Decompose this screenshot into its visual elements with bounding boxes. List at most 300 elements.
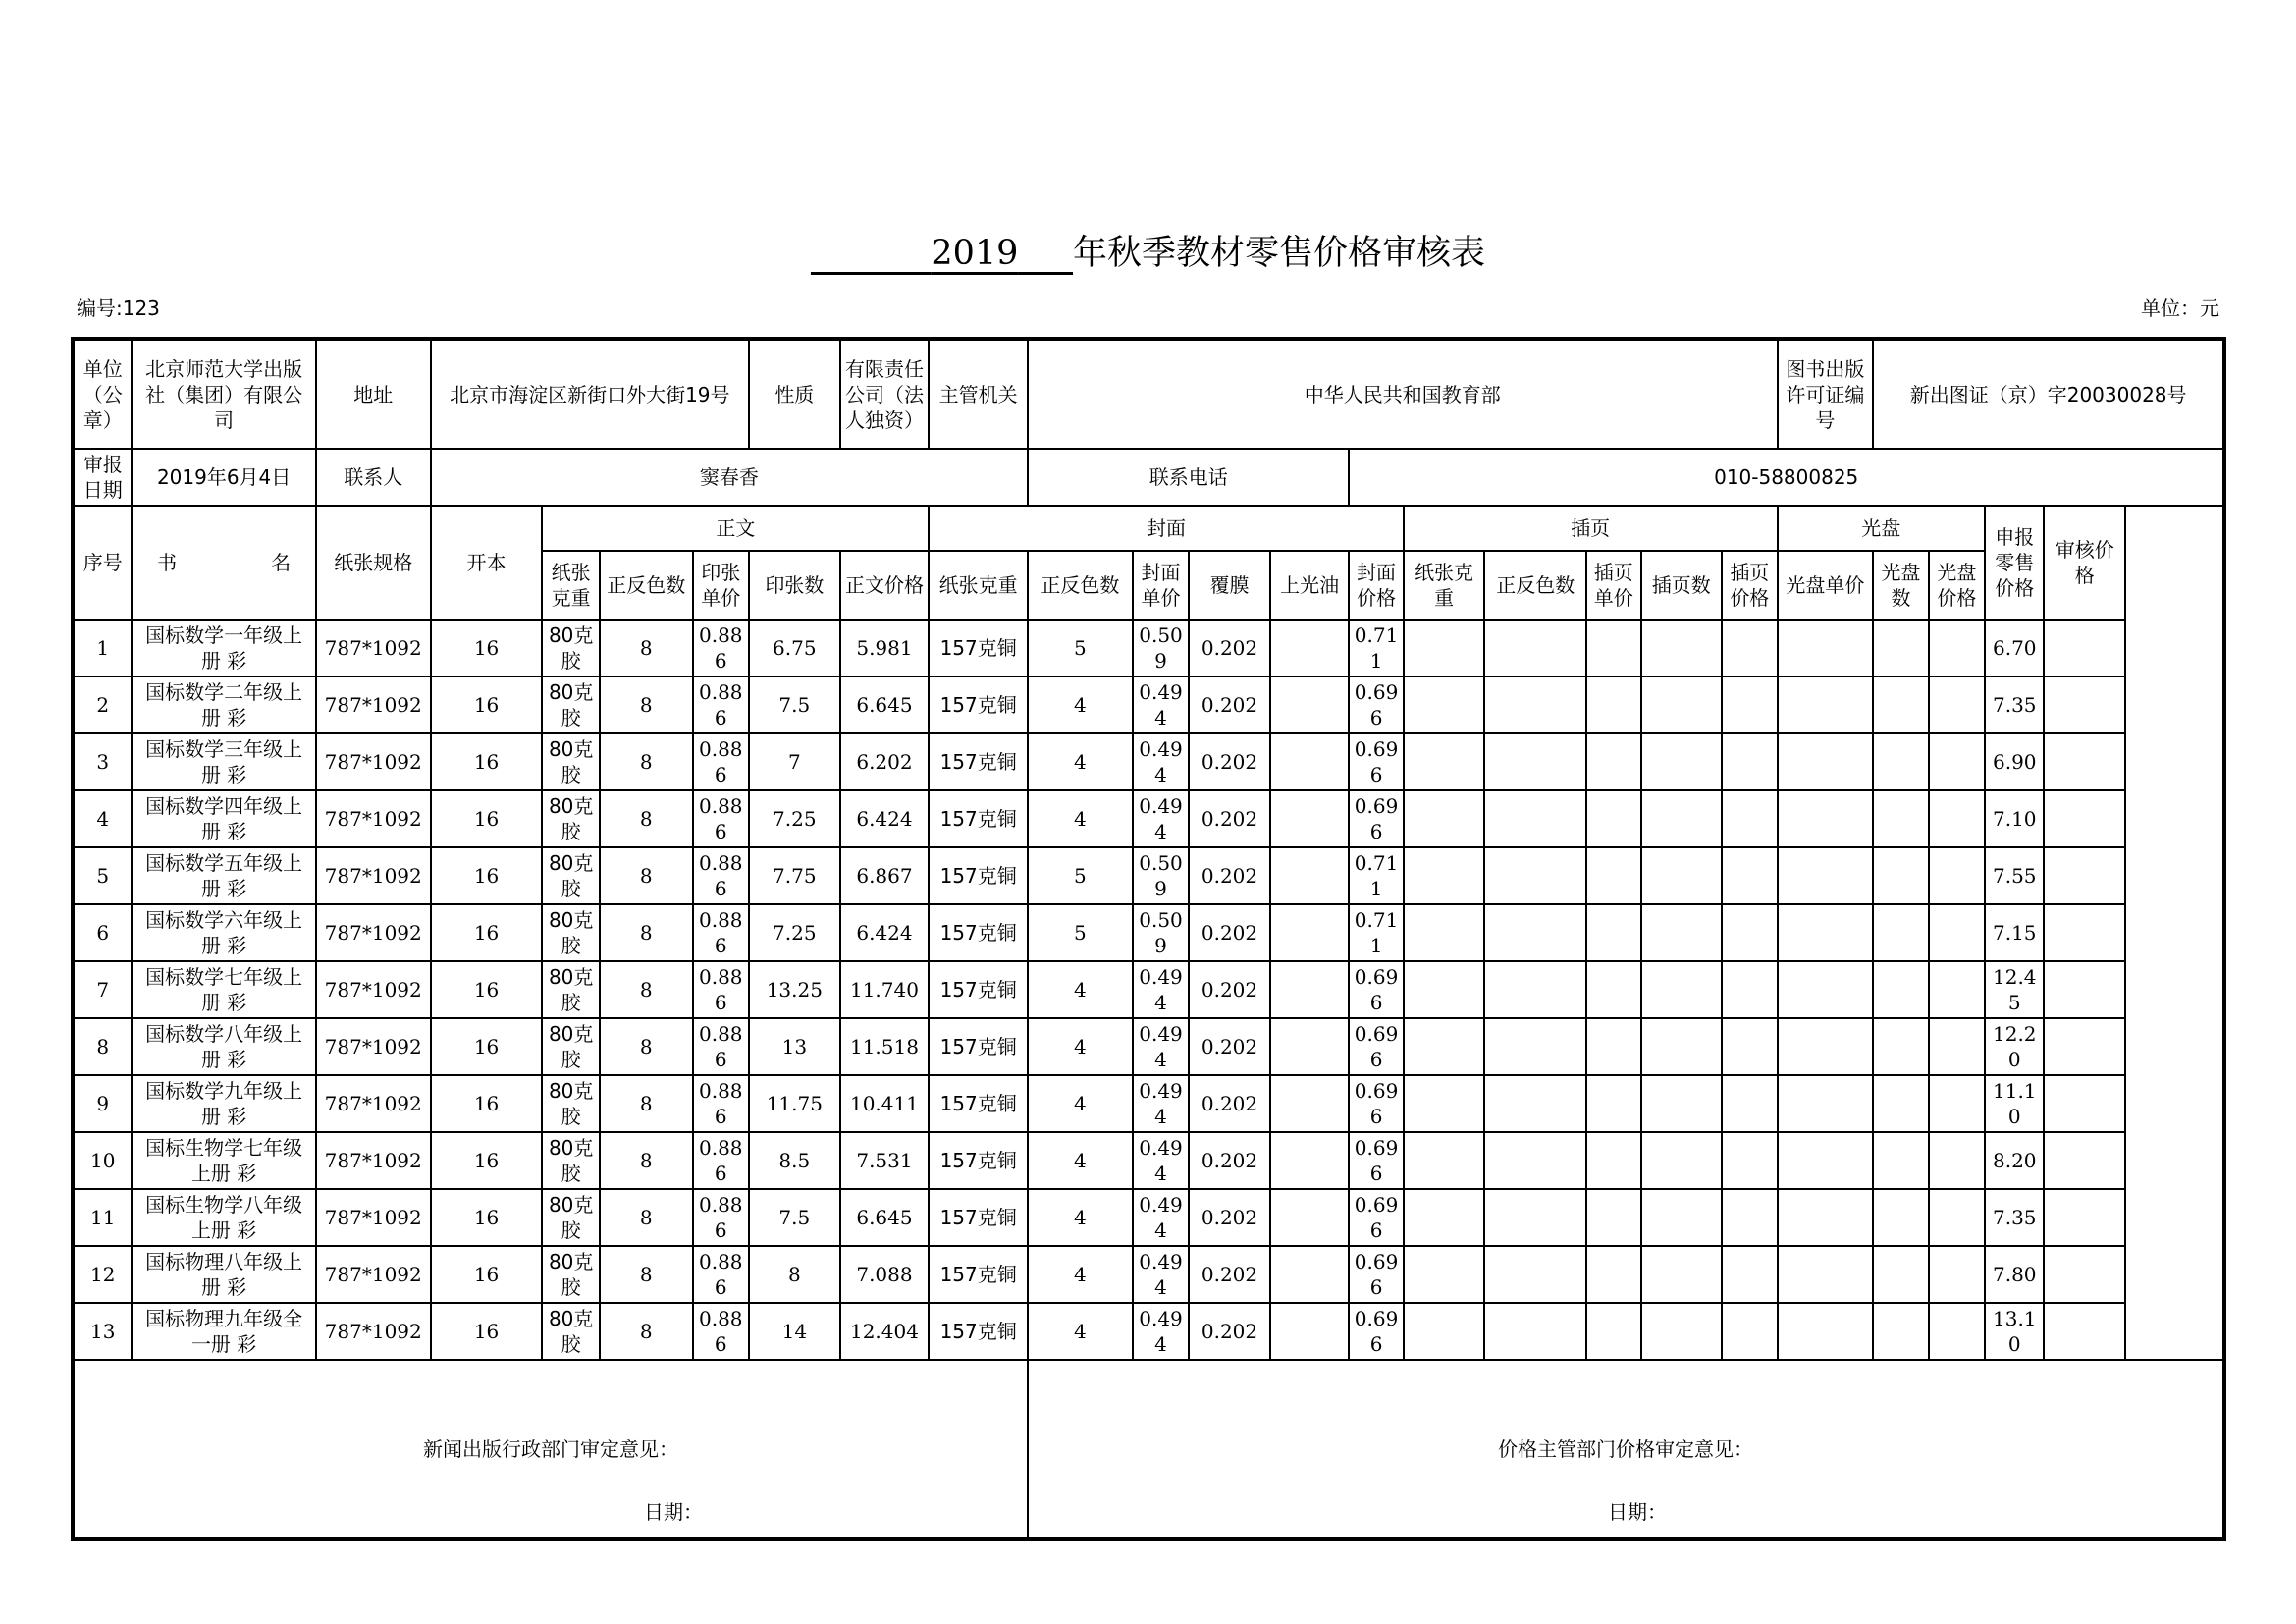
- empty-cell: [1404, 1132, 1485, 1189]
- empty-cell: [1873, 961, 1928, 1018]
- table-cell: 0.696: [1349, 733, 1403, 790]
- table-cell: 4: [1028, 1246, 1133, 1303]
- empty-cell: [1586, 961, 1640, 1018]
- empty-cell: [1722, 961, 1777, 1018]
- header-cover-col: 封面单价: [1133, 551, 1189, 620]
- table-cell: 0.696: [1349, 961, 1403, 1018]
- table-cell: 8: [73, 1018, 132, 1075]
- empty-cell: [2044, 790, 2125, 847]
- table-cell: 157克铜: [929, 1246, 1028, 1303]
- table-cell: 7.10: [1985, 790, 2044, 847]
- table-cell: [1270, 1075, 1350, 1132]
- table-cell: 8: [600, 1075, 693, 1132]
- header-text-col: 正文价格: [840, 551, 930, 620]
- table-cell: 0.494: [1133, 1303, 1189, 1360]
- unit-label: 单位（公章）: [73, 339, 132, 449]
- table-cell: 5.981: [840, 620, 930, 677]
- empty-cell: [1484, 1189, 1586, 1246]
- table-cell: 5: [1028, 847, 1133, 904]
- empty-cell: [1586, 904, 1640, 961]
- table-cell: 787*1092: [316, 904, 431, 961]
- table-cell: 4: [1028, 1018, 1133, 1075]
- table-cell: 13.25: [749, 961, 840, 1018]
- empty-cell: [1722, 847, 1777, 904]
- empty-cell: [2044, 1075, 2125, 1132]
- empty-cell: [1404, 961, 1485, 1018]
- table-cell: 787*1092: [316, 1189, 431, 1246]
- table-cell: 787*1092: [316, 961, 431, 1018]
- table-cell: 7: [73, 961, 132, 1018]
- table-cell: 8: [600, 790, 693, 847]
- table-cell: 8: [749, 1246, 840, 1303]
- table-row: [73, 790, 2224, 847]
- table-cell: 5: [73, 847, 132, 904]
- table-cell: 157克铜: [929, 790, 1028, 847]
- empty-cell: [1484, 1018, 1586, 1075]
- table-cell: 16: [431, 1132, 543, 1189]
- table-cell: 157克铜: [929, 1303, 1028, 1360]
- table-cell: 787*1092: [316, 733, 431, 790]
- empty-cell: [1929, 1075, 1985, 1132]
- table-cell: [1270, 620, 1350, 677]
- license-value: 新出图证（京）字20030028号: [1873, 339, 2224, 449]
- table-cell: 8: [600, 904, 693, 961]
- table-cell: [1270, 790, 1350, 847]
- table-cell: 157克铜: [929, 1132, 1028, 1189]
- table-cell: 0.202: [1189, 1075, 1270, 1132]
- table-cell: 0.711: [1349, 847, 1403, 904]
- empty-cell: [1404, 733, 1485, 790]
- table-cell: 16: [431, 1246, 543, 1303]
- empty-cell: [1929, 1132, 1985, 1189]
- table-cell: 157克铜: [929, 620, 1028, 677]
- empty-cell: [1722, 1132, 1777, 1189]
- table-cell: 6.645: [840, 1189, 930, 1246]
- header-cover-col: 正反色数: [1028, 551, 1133, 620]
- header-audit-price: 审核价格: [2044, 506, 2125, 620]
- table-cell: 0.886: [693, 1246, 749, 1303]
- empty-cell: [1722, 790, 1777, 847]
- book-name-cell: 国标数学四年级上册 彩: [132, 790, 315, 847]
- table-cell: 11.518: [840, 1018, 930, 1075]
- table-cell: [1270, 1189, 1350, 1246]
- empty-cell: [1929, 1303, 1985, 1360]
- table-cell: [1270, 1132, 1350, 1189]
- header-disc-col: 光盘价格: [1929, 551, 1985, 620]
- table-cell: 0.696: [1349, 1132, 1403, 1189]
- empty-cell: [1586, 1018, 1640, 1075]
- header-cover-col: 覆膜: [1189, 551, 1270, 620]
- empty-cell: [1586, 1075, 1640, 1132]
- empty-cell: [1484, 1075, 1586, 1132]
- table-cell: 7.35: [1985, 677, 2044, 733]
- header-text-col: 正反色数: [600, 551, 693, 620]
- empty-cell: [1641, 847, 1723, 904]
- empty-cell: [2044, 904, 2125, 961]
- table-cell: 9: [73, 1075, 132, 1132]
- table-cell: 14: [749, 1303, 840, 1360]
- empty-cell: [1929, 733, 1985, 790]
- table-cell: 0.202: [1189, 677, 1270, 733]
- header-cover-col: 上光油: [1270, 551, 1350, 620]
- empty-cell: [1404, 1303, 1485, 1360]
- table-cell: 16: [431, 1018, 543, 1075]
- table-cell: 0.711: [1349, 620, 1403, 677]
- table-cell: 80克胶: [542, 961, 599, 1018]
- book-name-cell: 国标物理九年级全一册 彩: [132, 1303, 315, 1360]
- header-insert-col: 插页数: [1641, 551, 1723, 620]
- table-cell: 8: [600, 1189, 693, 1246]
- table-row: [73, 1132, 2224, 1189]
- table-cell: 5: [1028, 620, 1133, 677]
- header-disc-col: 光盘单价: [1778, 551, 1874, 620]
- table-cell: 12.20: [1985, 1018, 2044, 1075]
- currency-unit: 单位：元: [2141, 297, 2219, 320]
- price-approval-cell: [1028, 1360, 2224, 1539]
- empty-cell: [1484, 1246, 1586, 1303]
- empty-cell: [1586, 1189, 1640, 1246]
- empty-cell: [1778, 1189, 1874, 1246]
- empty-cell: [1722, 620, 1777, 677]
- empty-cell: [1404, 620, 1485, 677]
- empty-cell: [1484, 620, 1586, 677]
- table-cell: 0.886: [693, 620, 749, 677]
- empty-cell: [1404, 1018, 1485, 1075]
- empty-cell: [1873, 1303, 1928, 1360]
- empty-cell: [2044, 1246, 2125, 1303]
- empty-cell: [1778, 847, 1874, 904]
- table-cell: 8: [600, 620, 693, 677]
- press-approval-date: 日期：: [644, 1500, 703, 1524]
- empty-cell: [1586, 790, 1640, 847]
- table-cell: 80克胶: [542, 1132, 599, 1189]
- table-cell: 0.886: [693, 677, 749, 733]
- table-cell: 0.494: [1133, 1189, 1189, 1246]
- empty-cell: [1404, 1246, 1485, 1303]
- table-cell: 4: [1028, 961, 1133, 1018]
- empty-cell: [1929, 904, 1985, 961]
- table-cell: 4: [1028, 733, 1133, 790]
- table-cell: [1270, 1018, 1350, 1075]
- empty-cell: [2044, 733, 2125, 790]
- table-cell: 787*1092: [316, 1132, 431, 1189]
- table-cell: 10: [73, 1132, 132, 1189]
- empty-cell: [1929, 847, 1985, 904]
- header-cover-group: 封面: [929, 506, 1403, 551]
- table-cell: 11: [73, 1189, 132, 1246]
- table-cell: 0.494: [1133, 1132, 1189, 1189]
- table-cell: 0.696: [1349, 677, 1403, 733]
- form-code: 编号:123: [77, 297, 160, 320]
- footer-row: [73, 1360, 2224, 1539]
- empty-cell: [1778, 620, 1874, 677]
- table-cell: 16: [431, 1303, 543, 1360]
- header-cover-col: 封面价格: [1349, 551, 1403, 620]
- contact-label: 联系人: [316, 449, 431, 506]
- book-name-cell: 国标生物学八年级上册 彩: [132, 1189, 315, 1246]
- empty-cell: [2044, 961, 2125, 1018]
- empty-cell: [1641, 790, 1723, 847]
- empty-cell: [1929, 790, 1985, 847]
- book-name-cell: 国标物理八年级上册 彩: [132, 1246, 315, 1303]
- table-cell: 80克胶: [542, 1018, 599, 1075]
- empty-cell: [1641, 904, 1723, 961]
- empty-cell: [1484, 790, 1586, 847]
- table-cell: 80克胶: [542, 1246, 599, 1303]
- empty-cell: [1404, 1189, 1485, 1246]
- table-cell: 4: [73, 790, 132, 847]
- empty-cell: [1586, 1132, 1640, 1189]
- table-cell: 0.494: [1133, 1075, 1189, 1132]
- info-row-2: [73, 449, 2224, 506]
- table-cell: 13.10: [1985, 1303, 2044, 1360]
- empty-cell: [1484, 961, 1586, 1018]
- book-name-cell: 国标数学三年级上册 彩: [132, 733, 315, 790]
- page-title: [0, 229, 2296, 278]
- empty-cell: [1778, 1075, 1874, 1132]
- table-cell: 80克胶: [542, 904, 599, 961]
- table-cell: 7: [749, 733, 840, 790]
- table-cell: 8: [600, 1246, 693, 1303]
- table-cell: 13: [749, 1018, 840, 1075]
- title-year: 2019: [931, 234, 1019, 273]
- table-cell: 7.5: [749, 1189, 840, 1246]
- info-row-1: [73, 339, 2224, 449]
- table-cell: 0.509: [1133, 847, 1189, 904]
- table-row: [73, 1246, 2224, 1303]
- header-book-a: 书: [157, 551, 178, 574]
- table-cell: 16: [431, 904, 543, 961]
- table-row: [73, 677, 2224, 733]
- table-cell: 787*1092: [316, 1246, 431, 1303]
- table-cell: 16: [431, 620, 543, 677]
- table-cell: 157克铜: [929, 733, 1028, 790]
- license-label: 图书出版许可证编号: [1778, 339, 1874, 449]
- table-cell: 80克胶: [542, 790, 599, 847]
- table-cell: 787*1092: [316, 677, 431, 733]
- header-disc-col: 光盘数: [1873, 551, 1928, 620]
- empty-cell: [1722, 1246, 1777, 1303]
- nature-label: 性质: [749, 339, 840, 449]
- table-cell: 0.886: [693, 904, 749, 961]
- empty-cell: [1586, 1246, 1640, 1303]
- table-cell: 16: [431, 733, 543, 790]
- authority-label: 主管机关: [929, 339, 1028, 449]
- press-approval-label: 新闻出版行政部门审定意见：: [423, 1436, 679, 1461]
- empty-cell: [1873, 1075, 1928, 1132]
- table-cell: 16: [431, 1075, 543, 1132]
- table-cell: 0.494: [1133, 790, 1189, 847]
- table-cell: 0.886: [693, 790, 749, 847]
- authority-value: 中华人民共和国教育部: [1028, 339, 1778, 449]
- table-cell: 2: [73, 677, 132, 733]
- empty-cell: [1873, 847, 1928, 904]
- table-cell: 1: [73, 620, 132, 677]
- table-cell: 8: [600, 677, 693, 733]
- empty-cell: [1873, 677, 1928, 733]
- table-cell: 0.494: [1133, 677, 1189, 733]
- empty-cell: [1586, 677, 1640, 733]
- table-cell: [1270, 677, 1350, 733]
- empty-cell: [1404, 790, 1485, 847]
- empty-cell: [1873, 1018, 1928, 1075]
- header-book-b: 名: [271, 551, 292, 574]
- empty-cell: [1722, 904, 1777, 961]
- table-cell: 16: [431, 790, 543, 847]
- table-cell: 157克铜: [929, 677, 1028, 733]
- table-cell: [1270, 733, 1350, 790]
- price-approval-date: 日期：: [1608, 1500, 1668, 1524]
- header-cover-col: 纸张克重: [929, 551, 1028, 620]
- header-disc-group: 光盘: [1778, 506, 1986, 551]
- header-insert-col: 纸张克重: [1404, 551, 1485, 620]
- empty-cell: [1873, 620, 1928, 677]
- table-cell: 8: [600, 1018, 693, 1075]
- empty-cell: [1484, 1303, 1586, 1360]
- table-cell: 0.494: [1133, 1246, 1189, 1303]
- table-cell: 8: [600, 733, 693, 790]
- table-cell: 0.886: [693, 1075, 749, 1132]
- header-text-col: 纸张克重: [542, 551, 599, 620]
- table-cell: 787*1092: [316, 1075, 431, 1132]
- table-cell: 6.75: [749, 620, 840, 677]
- table-cell: 157克铜: [929, 1018, 1028, 1075]
- table-cell: 0.509: [1133, 904, 1189, 961]
- empty-cell: [1873, 1246, 1928, 1303]
- empty-cell: [1778, 961, 1874, 1018]
- table-cell: 7.15: [1985, 904, 2044, 961]
- empty-cell: [1484, 733, 1586, 790]
- header-text-col: 印张单价: [693, 551, 749, 620]
- table-cell: 787*1092: [316, 1303, 431, 1360]
- table-cell: [1270, 961, 1350, 1018]
- table-cell: 6.70: [1985, 620, 2044, 677]
- date-label: 审报日期: [73, 449, 132, 506]
- table-row: [73, 1189, 2224, 1246]
- empty-cell: [2044, 847, 2125, 904]
- table-cell: 16: [431, 677, 543, 733]
- title-text: 年秋季教材零售价格审核表: [1073, 234, 1486, 273]
- table-cell: 157克铜: [929, 1075, 1028, 1132]
- table-cell: [1270, 904, 1350, 961]
- empty-cell: [1722, 733, 1777, 790]
- table-cell: 0.509: [1133, 620, 1189, 677]
- book-name-cell: 国标数学九年级上册 彩: [132, 1075, 315, 1132]
- empty-cell: [1778, 904, 1874, 961]
- phone-label: 联系电话: [1028, 449, 1349, 506]
- empty-cell: [1641, 677, 1723, 733]
- empty-cell: [2044, 620, 2125, 677]
- date-value: 2019年6月4日: [132, 449, 315, 506]
- table-cell: 0.494: [1133, 961, 1189, 1018]
- table-cell: 7.5: [749, 677, 840, 733]
- empty-cell: [1404, 904, 1485, 961]
- table-cell: 8: [600, 961, 693, 1018]
- table-cell: 0.202: [1189, 620, 1270, 677]
- table-cell: 80克胶: [542, 620, 599, 677]
- book-name-cell: 国标数学五年级上册 彩: [132, 847, 315, 904]
- table-cell: 8: [600, 1303, 693, 1360]
- table-cell: 787*1092: [316, 620, 431, 677]
- empty-cell: [1929, 1189, 1985, 1246]
- table-cell: 0.886: [693, 1132, 749, 1189]
- table-cell: 10.411: [840, 1075, 930, 1132]
- empty-cell: [1722, 1018, 1777, 1075]
- empty-cell: [1929, 620, 1985, 677]
- book-name-cell: 国标数学一年级上册 彩: [132, 620, 315, 677]
- empty-cell: [1722, 1303, 1777, 1360]
- table-cell: 7.088: [840, 1246, 930, 1303]
- empty-cell: [1404, 677, 1485, 733]
- table-cell: 11.75: [749, 1075, 840, 1132]
- table-cell: 0.202: [1189, 961, 1270, 1018]
- table-row: [73, 1075, 2224, 1132]
- nature-value: 有限责任公司（法人独资）: [840, 339, 930, 449]
- table-cell: 0.696: [1349, 1075, 1403, 1132]
- empty-cell: [1722, 677, 1777, 733]
- table-cell: 16: [431, 1189, 543, 1246]
- book-name-cell: 国标生物学七年级上册 彩: [132, 1132, 315, 1189]
- table-row: [73, 620, 2224, 677]
- table-cell: 0.494: [1133, 1018, 1189, 1075]
- empty-cell: [1778, 1018, 1874, 1075]
- table-cell: 0.696: [1349, 1189, 1403, 1246]
- empty-cell: [1641, 961, 1723, 1018]
- empty-cell: [1929, 677, 1985, 733]
- empty-cell: [1586, 847, 1640, 904]
- empty-cell: [1484, 847, 1586, 904]
- table-cell: 80克胶: [542, 847, 599, 904]
- table-cell: 7.55: [1985, 847, 2044, 904]
- table-cell: 0.696: [1349, 790, 1403, 847]
- table-cell: 6.867: [840, 847, 930, 904]
- empty-cell: [1641, 1303, 1723, 1360]
- table-cell: 787*1092: [316, 790, 431, 847]
- table-cell: 7.531: [840, 1132, 930, 1189]
- header-insert-col: 正反色数: [1484, 551, 1586, 620]
- table-cell: 3: [73, 733, 132, 790]
- contact-value: 窦春香: [431, 449, 1028, 506]
- empty-cell: [1873, 1132, 1928, 1189]
- table-cell: 157克铜: [929, 904, 1028, 961]
- table-cell: 13: [73, 1303, 132, 1360]
- table-row: [73, 733, 2224, 790]
- table-cell: 0.202: [1189, 790, 1270, 847]
- table-cell: 80克胶: [542, 1189, 599, 1246]
- header-insert-col: 插页价格: [1722, 551, 1777, 620]
- table-cell: 6.424: [840, 904, 930, 961]
- empty-cell: [1641, 1246, 1723, 1303]
- empty-cell: [1778, 677, 1874, 733]
- table-row: [73, 961, 2224, 1018]
- table-cell: 0.202: [1189, 1132, 1270, 1189]
- table-cell: 4: [1028, 1075, 1133, 1132]
- address-label: 地址: [316, 339, 431, 449]
- table-cell: 11.10: [1985, 1075, 2044, 1132]
- table-cell: 5: [1028, 904, 1133, 961]
- table-cell: 6.645: [840, 677, 930, 733]
- empty-cell: [2044, 1303, 2125, 1360]
- header-seq: 序号: [73, 506, 132, 620]
- table-cell: 80克胶: [542, 733, 599, 790]
- table-cell: 6.424: [840, 790, 930, 847]
- table-cell: 11.740: [840, 961, 930, 1018]
- table-cell: 4: [1028, 1132, 1133, 1189]
- table-cell: 12: [73, 1246, 132, 1303]
- empty-cell: [1929, 961, 1985, 1018]
- header-insert-group: 插页: [1404, 506, 1778, 551]
- table-cell: 0.202: [1189, 904, 1270, 961]
